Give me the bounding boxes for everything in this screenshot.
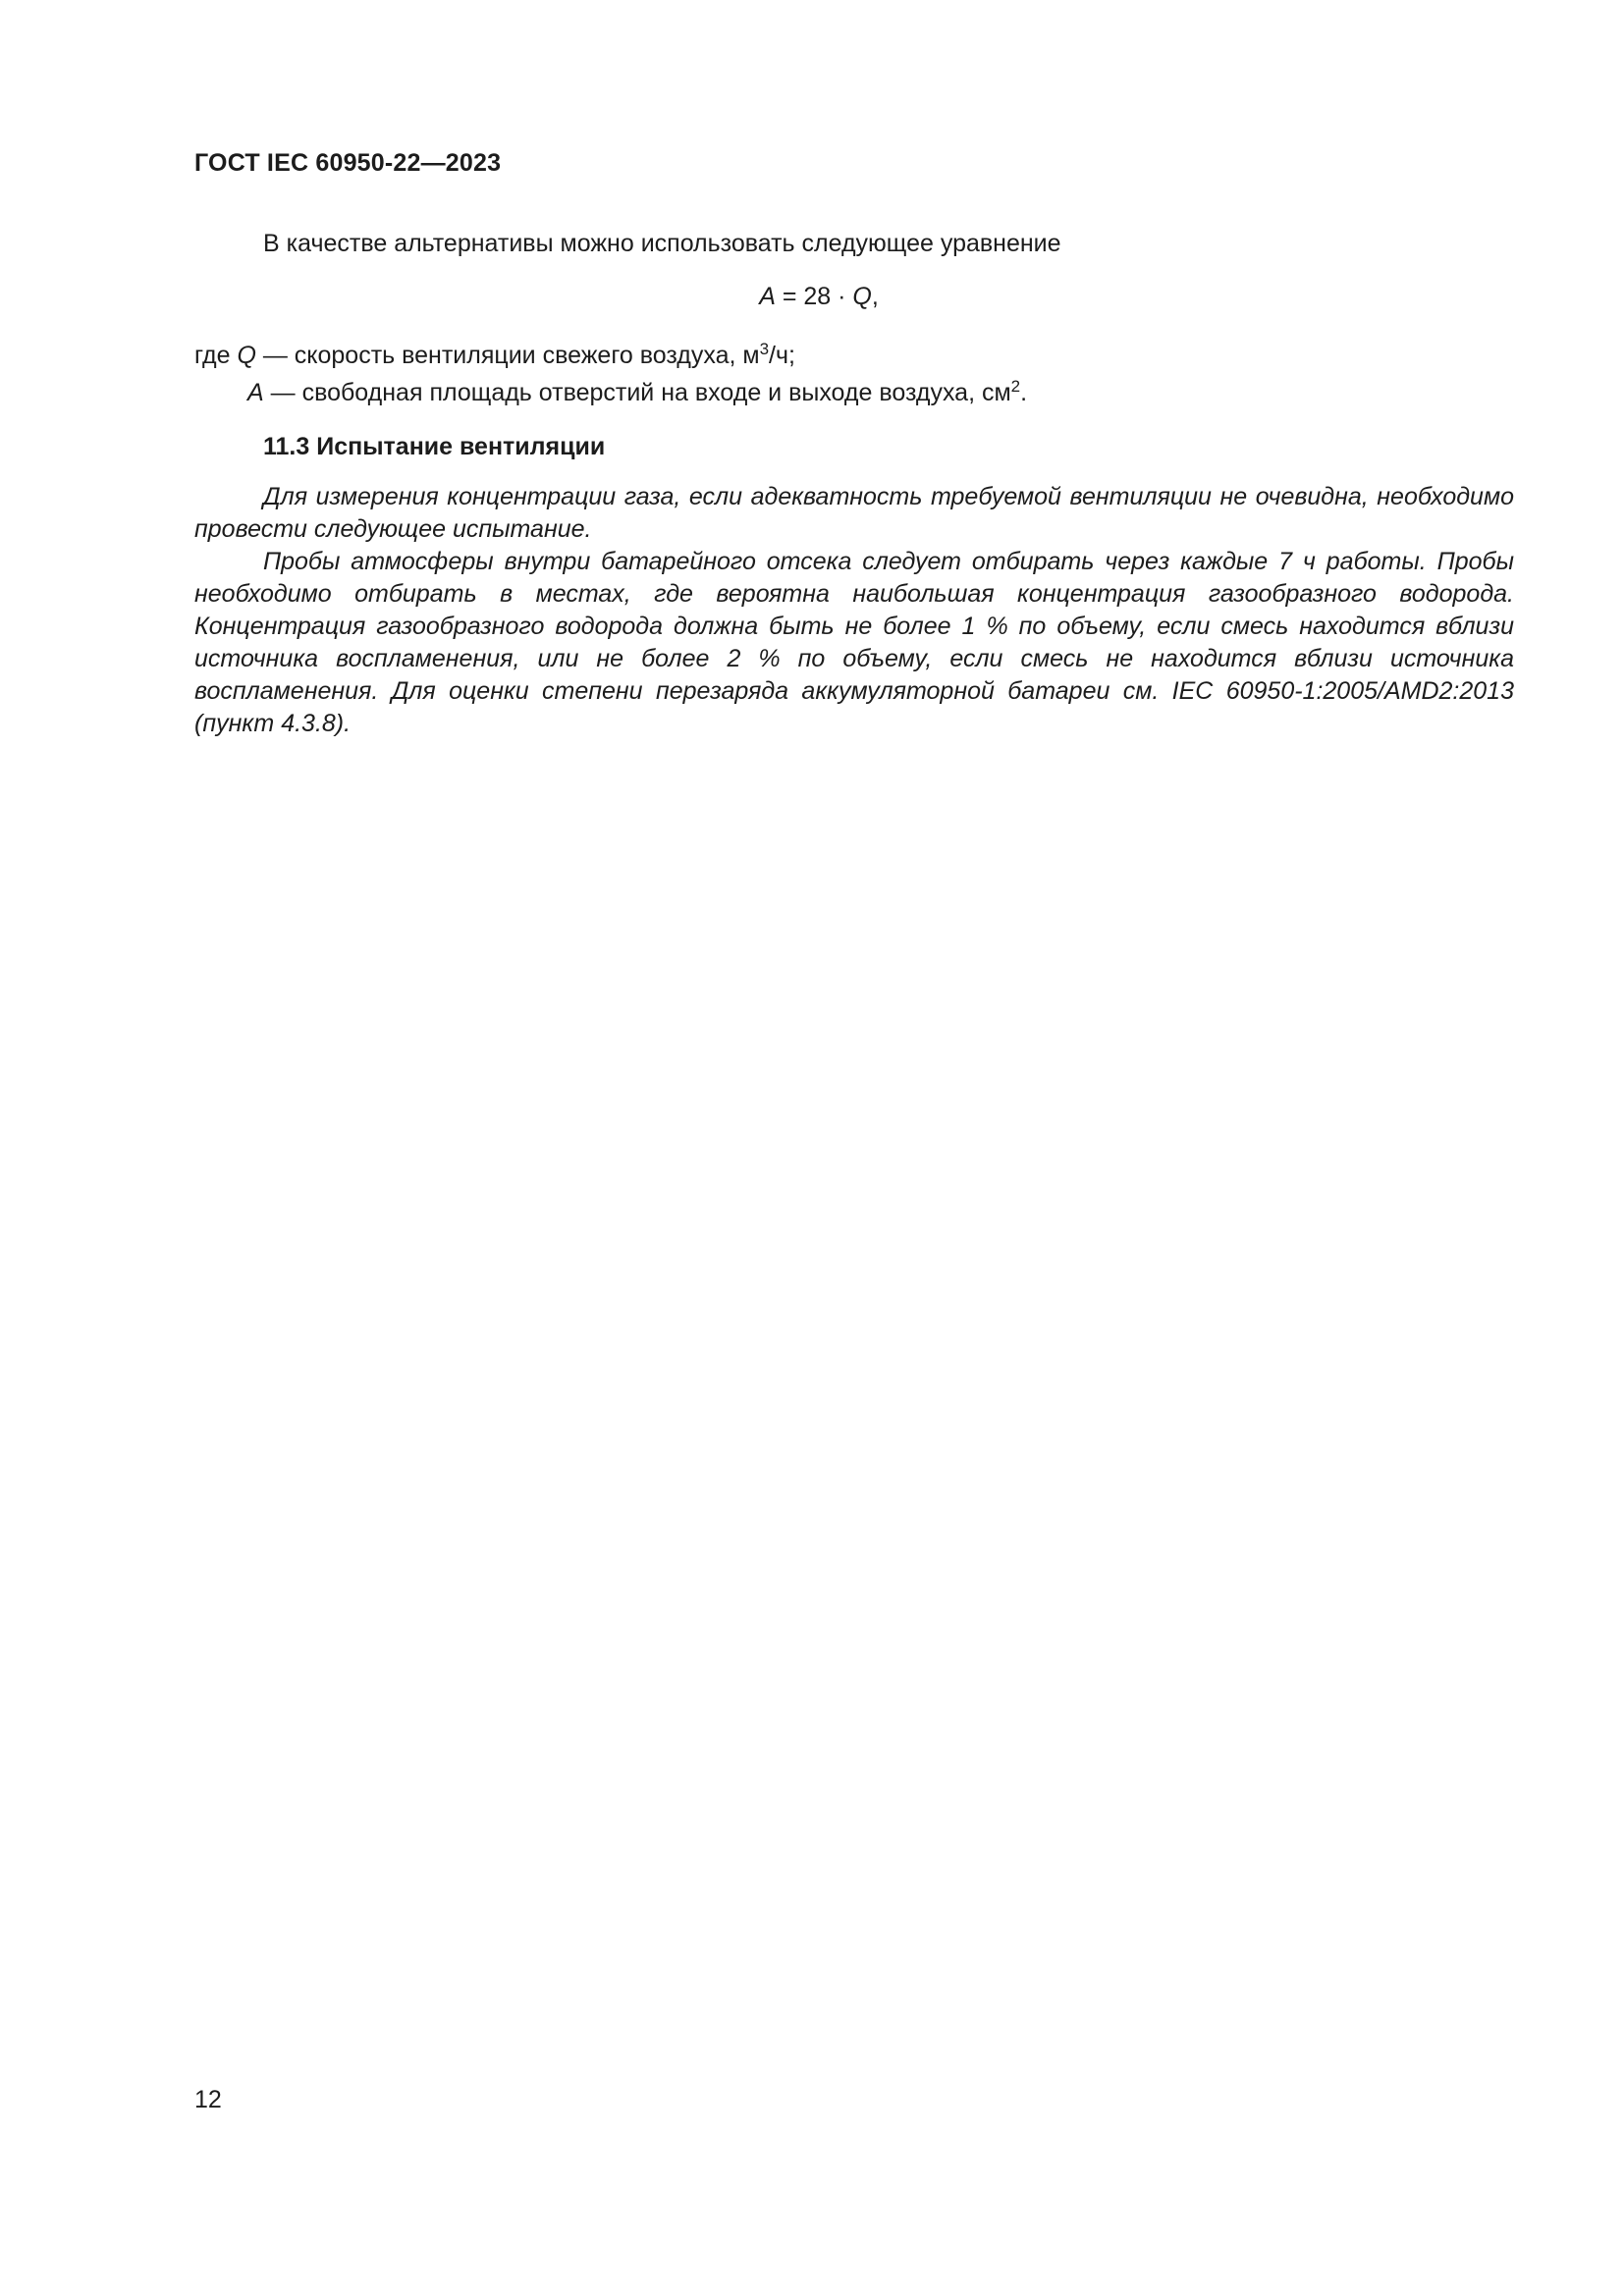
document-header: ГОСТ IEC 60950-22—2023 <box>194 149 502 177</box>
formula-middle: = 28 · <box>775 283 853 310</box>
where-a-tail: . <box>1020 379 1028 406</box>
where-a-line <box>247 377 1567 409</box>
formula-lhs: A <box>759 283 776 310</box>
where-q-tail: /ч; <box>769 342 795 369</box>
page-number: 12 <box>194 2086 222 2113</box>
formula-rhs: Q <box>852 283 872 310</box>
formula-tail: , <box>871 283 879 310</box>
where-q-sup: 3 <box>759 340 770 358</box>
section-heading: 11.3 Испытание вентиляции <box>263 433 606 460</box>
where-prefix: где <box>194 342 238 369</box>
where-a-symbol: A <box>247 379 264 406</box>
where-a-sup: 2 <box>1010 377 1021 396</box>
where-a-text: — свободная площадь отверстий на входе и выходе воздуха, см <box>263 379 1011 406</box>
where-q-symbol: Q <box>237 342 256 369</box>
section-paragraph-2: Пробы атмосферы внутри батарейного отсека следует отбирать через каждые 7 ч работы. Пробы необходимо отбирать в местах, где вероятна наибольшая концентрация газообразного водорода. Концентрация газообразного водорода должна быть не более 1 % по объему, если смесь находится вблизи источника воспламенения, или не более 2 % по объему, если смесь не находится вблизи источника воспламенения. Для оценки степени перезаряда аккумуляторной батареи см. IEC 60950-1:2005/AMD2:2013 (пункт 4.3.8). <box>194 548 1514 737</box>
where-q-line <box>194 340 1514 372</box>
intro-paragraph: В качестве альтернативы можно использовать следующее уравнение <box>263 230 1061 257</box>
where-q-text: — скорость вентиляции свежего воздуха, м <box>255 342 760 369</box>
formula <box>0 283 1624 311</box>
section-paragraph-1: Для измерения концентрации газа, если адекватность требуемой вентиляции не очевидна, необходимо провести следующее испытание. <box>194 483 1514 543</box>
